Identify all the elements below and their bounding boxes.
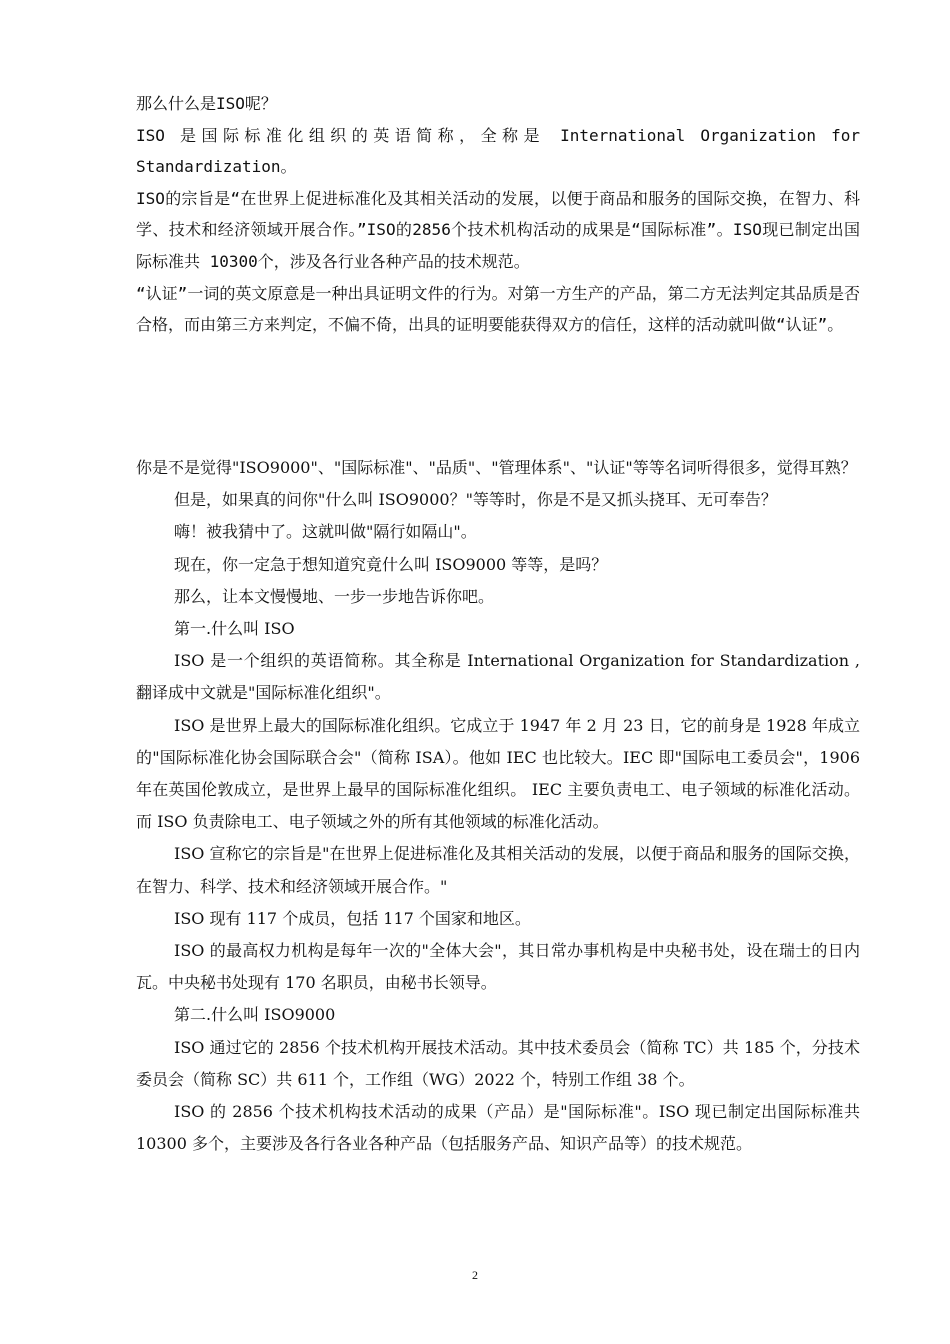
paragraph: 那么，让本文慢慢地、一步一步地告诉你吧。 [174, 586, 495, 606]
main-section [136, 452, 860, 1160]
paragraph: ISO 是一个组织的英语简称。其全称是 International Organization for Standardization , 翻译成中文就是"国际标准化组织"。 [136, 651, 860, 703]
paragraph: ISO 现有 117 个成员，包括 117 个国家和地区。 [174, 908, 531, 928]
paragraph: ISO的宗旨是“在世界上促进标准化及其相关活动的发展，以便于商品和服务的国际交换，在智力、科学、技术和经济领域开展合作。”ISO的2856个技术机构活动的成果是“国际标准”。ISO现已制定出国际标准共 10300个，涉及各行业各种产品的技术规范。 [136, 188, 860, 271]
intro-section [136, 88, 860, 341]
paragraph: 但是，如果真的问你"什么叫 ISO9000？"等等时，你是不是又抓头挠耳、无可奉告？ [174, 490, 777, 510]
paragraph: ISO 宣称它的宗旨是"在世界上促进标准化及其相关活动的发展，以便于商品和服务的国际交换，在智力、科学、技术和经济领域开展合作。" [136, 844, 860, 896]
paragraph: 现在，你一定急于想知道究竟什么叫 ISO9000 等等，是吗？ [174, 554, 608, 574]
paragraph: ISO 通过它的 2856 个技术机构开展技术活动。其中技术委员会（简称 TC）共 185 个，分技术委员会（简称 SC）共 611 个，工作组（WG）2022 个，特别工作组 38 个。 [136, 1037, 860, 1089]
section-heading: 第一.什么叫 ISO [174, 619, 295, 639]
section-heading: 第二.什么叫 ISO9000 [174, 1005, 336, 1025]
paragraph: 那么什么是ISO呢？ [136, 94, 277, 113]
page-number: 2 [472, 1268, 478, 1282]
paragraph: ISO 的最高权力机构是每年一次的"全体大会"，其日常办事机构是中央秘书处，设在瑞士的日内瓦。中央秘书处现有 170 名职员，由秘书长领导。 [136, 941, 860, 993]
paragraph: ISO 是国际标准化组织的英语简称，全称是 International Organization for Standardization。 [136, 125, 860, 177]
paragraph: 你是不是觉得"ISO9000"、"国际标准"、"品质"、"管理体系"、"认证"等等名词听得很多，觉得耳熟？ [136, 458, 857, 477]
paragraph: 嗨！被我猜中了。这就叫做"隔行如隔山"。 [174, 522, 477, 542]
paragraph: “认证”一词的英文原意是一种出具证明文件的行为。对第一方生产的产品，第二方无法判定其品质是否合格，而由第三方来判定，不偏不倚，出具的证明要能获得双方的信任，这样的活动就叫做“认证”。 [136, 283, 860, 335]
paragraph: ISO 是世界上最大的国际标准化组织。它成立于 1947 年 2 月 23 日，它的前身是 1928 年成立的"国际标准化协会国际联合会"（简称 ISA）。他如 IEC 也比较大。IEC 即"国际电工委员会"，1906 年在英国伦敦成立，是世界上最早的国际标准化组织。 IEC 主要负责电工、电子领域的标准化活动。而 ISO 负责除电工、电子领域之外的所有其他领域的标准化活动。 [136, 715, 860, 832]
paragraph: ISO 的 2856 个技术机构技术活动的成果（产品）是"国际标准"。ISO 现已制定出国际标准共 10300 多个，主要涉及各行各业各种产品（包括服务产品、知识产品等）的技术规范。 [136, 1102, 860, 1154]
